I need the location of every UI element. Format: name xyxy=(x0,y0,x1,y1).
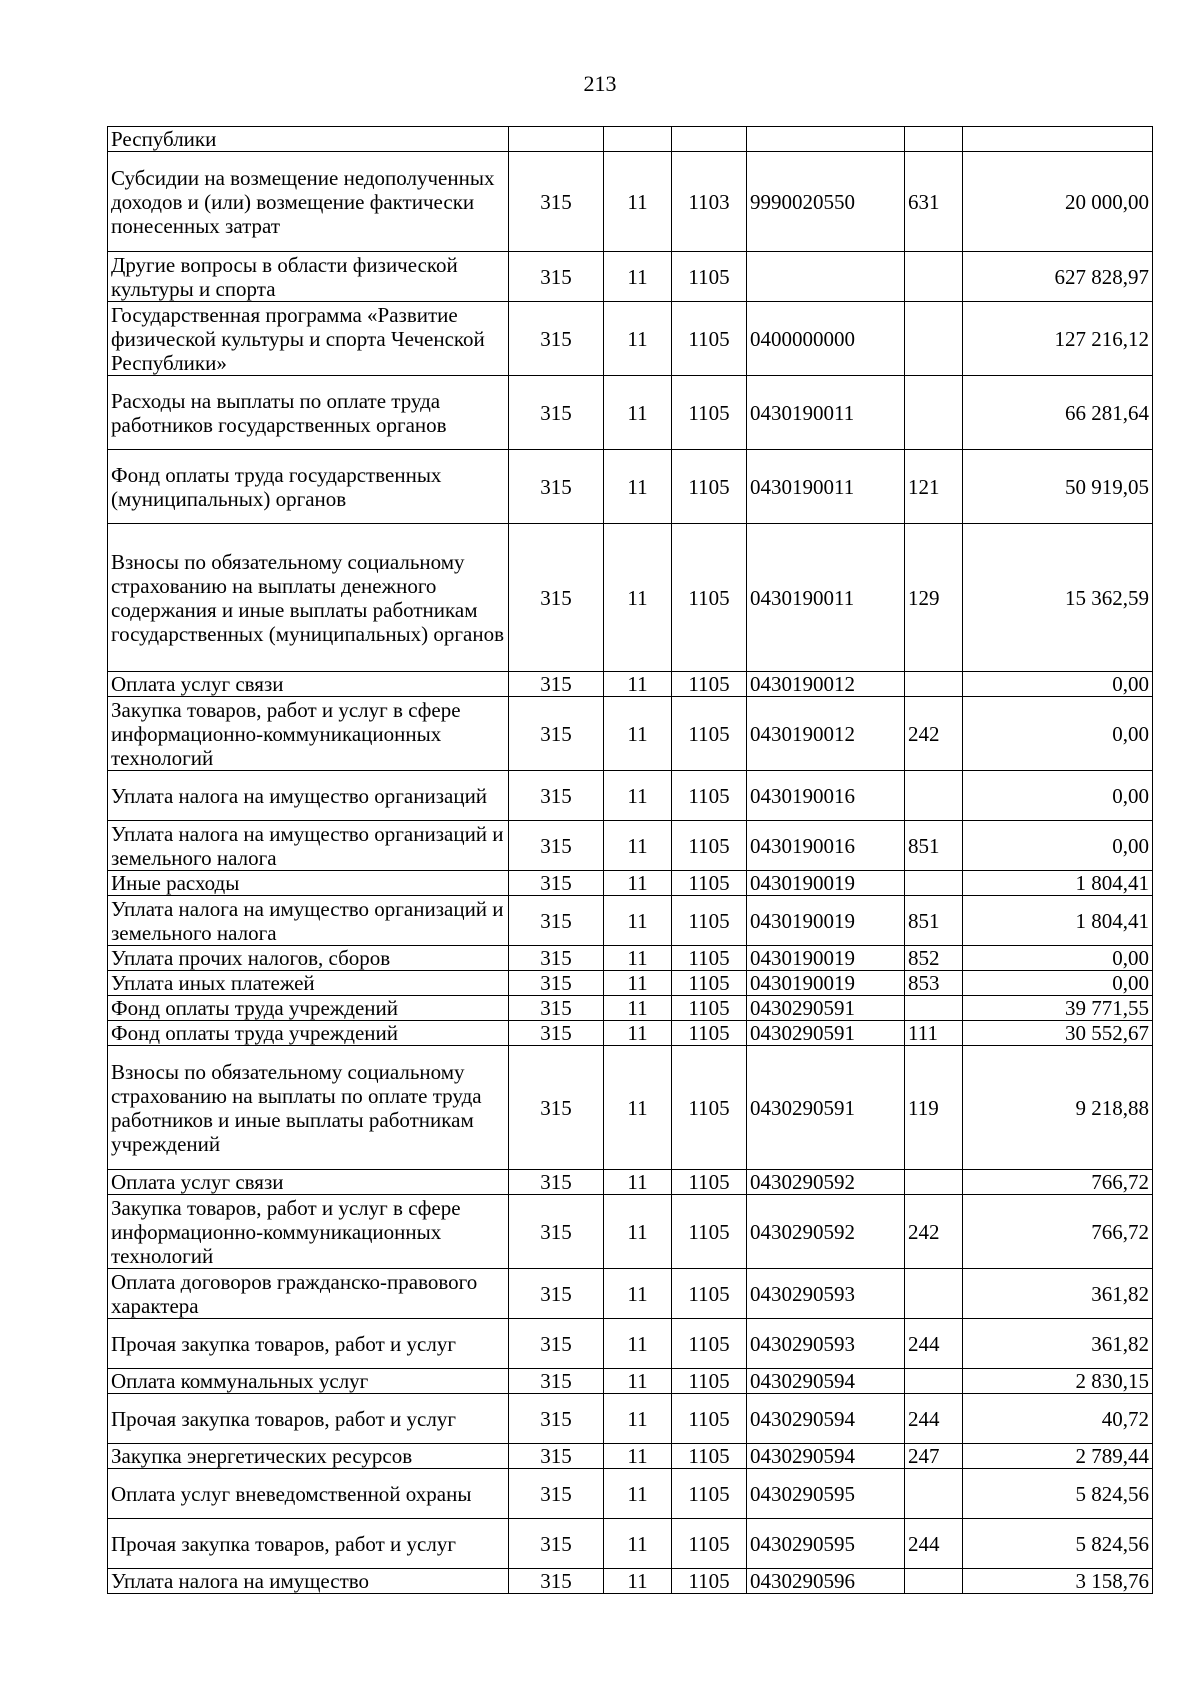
row-expense-type-cell xyxy=(905,1469,963,1519)
row-target-article-cell: 0430290596 xyxy=(747,1569,905,1594)
row-glava-cell: 315 xyxy=(509,252,604,302)
table-row xyxy=(108,1021,1153,1046)
row-glava-cell: 315 xyxy=(509,1569,604,1594)
row-amount-cell: 0,00 xyxy=(963,946,1153,971)
row-target-article-cell: 0400000000 xyxy=(747,302,905,376)
table-row xyxy=(108,1519,1153,1569)
row-name-cell: Фонд оплаты труда учреждений xyxy=(108,996,509,1021)
row-expense-type-cell: 244 xyxy=(905,1519,963,1569)
row-razdel-cell: 11 xyxy=(604,896,672,946)
row-razdel-cell: 11 xyxy=(604,1394,672,1444)
row-amount-cell: 1 804,41 xyxy=(963,896,1153,946)
row-target-article-cell: 0430190011 xyxy=(747,450,905,524)
row-glava-cell: 315 xyxy=(509,1195,604,1269)
row-podrazdel-cell: 1105 xyxy=(672,1519,747,1569)
row-podrazdel-cell: 1105 xyxy=(672,821,747,871)
table-row xyxy=(108,896,1153,946)
table-row xyxy=(108,697,1153,771)
row-razdel-cell: 11 xyxy=(604,971,672,996)
row-razdel-cell: 11 xyxy=(604,1170,672,1195)
row-target-article-cell: 0430290591 xyxy=(747,1021,905,1046)
row-name-cell: Оплата коммунальных услуг xyxy=(108,1369,509,1394)
row-amount-cell: 0,00 xyxy=(963,971,1153,996)
row-razdel-cell: 11 xyxy=(604,1195,672,1269)
row-name-cell: Взносы по обязательному социальному страхованию на выплаты денежного содержания и иные выплаты работникам государственных (муниципальных) органов xyxy=(108,524,509,672)
row-expense-type-cell: 631 xyxy=(905,152,963,252)
row-target-article-cell: 0430190016 xyxy=(747,821,905,871)
row-target-article-cell: 0430190019 xyxy=(747,946,905,971)
row-expense-type-cell xyxy=(905,376,963,450)
page-number: 213 xyxy=(583,71,617,96)
row-glava-cell: 315 xyxy=(509,152,604,252)
row-expense-type-cell: 853 xyxy=(905,971,963,996)
row-razdel-cell: 11 xyxy=(604,697,672,771)
table-row xyxy=(108,152,1153,252)
row-target-article-cell: 0430190011 xyxy=(747,524,905,672)
row-podrazdel-cell: 1105 xyxy=(672,252,747,302)
row-name-cell: Другие вопросы в области физической культуры и спорта xyxy=(108,252,509,302)
table-row xyxy=(108,672,1153,697)
row-razdel-cell: 11 xyxy=(604,946,672,971)
row-target-article-cell: 0430190012 xyxy=(747,672,905,697)
row-razdel-cell: 11 xyxy=(604,1369,672,1394)
row-razdel-cell: 11 xyxy=(604,252,672,302)
table-row xyxy=(108,1170,1153,1195)
row-name-cell: Взносы по обязательному социальному страхованию на выплаты по оплате труда работников и иные выплаты работникам учреждений xyxy=(108,1046,509,1170)
row-glava-cell: 315 xyxy=(509,1170,604,1195)
row-razdel-cell: 11 xyxy=(604,1046,672,1170)
table-row xyxy=(108,1195,1153,1269)
row-razdel-cell: 11 xyxy=(604,524,672,672)
row-razdel-cell: 11 xyxy=(604,996,672,1021)
row-name-cell: Прочая закупка товаров, работ и услуг xyxy=(108,1319,509,1369)
table-row xyxy=(108,252,1153,302)
row-amount-cell: 5 824,56 xyxy=(963,1519,1153,1569)
row-podrazdel-cell: 1105 xyxy=(672,1369,747,1394)
row-razdel-cell: 11 xyxy=(604,302,672,376)
row-glava-cell: 315 xyxy=(509,376,604,450)
row-razdel-cell: 11 xyxy=(604,672,672,697)
row-target-article-cell: 0430290594 xyxy=(747,1394,905,1444)
row-amount-cell: 3 158,76 xyxy=(963,1569,1153,1594)
row-expense-type-cell: 242 xyxy=(905,697,963,771)
row-amount-cell: 0,00 xyxy=(963,697,1153,771)
row-expense-type-cell xyxy=(905,1170,963,1195)
row-expense-type-cell: 247 xyxy=(905,1444,963,1469)
table-row xyxy=(108,1444,1153,1469)
row-glava-cell: 315 xyxy=(509,946,604,971)
row-razdel-cell: 11 xyxy=(604,821,672,871)
row-expense-type-cell: 852 xyxy=(905,946,963,971)
row-podrazdel-cell: 1105 xyxy=(672,672,747,697)
table-row xyxy=(108,771,1153,821)
row-razdel-cell: 11 xyxy=(604,871,672,896)
row-expense-type-cell xyxy=(905,1369,963,1394)
row-glava-cell: 315 xyxy=(509,1269,604,1319)
row-expense-type-cell: 129 xyxy=(905,524,963,672)
row-podrazdel-cell: 1105 xyxy=(672,1319,747,1369)
row-razdel-cell: 11 xyxy=(604,376,672,450)
row-glava-cell: 315 xyxy=(509,450,604,524)
table-row xyxy=(108,1269,1153,1319)
row-glava-cell: 315 xyxy=(509,771,604,821)
row-glava-cell: 315 xyxy=(509,1519,604,1569)
row-expense-type-cell: 244 xyxy=(905,1319,963,1369)
row-name-cell: Закупка товаров, работ и услуг в сфере информационно-коммуникационных технологий xyxy=(108,1195,509,1269)
row-amount-cell: 0,00 xyxy=(963,771,1153,821)
row-podrazdel-cell: 1105 xyxy=(672,971,747,996)
table-row xyxy=(108,1319,1153,1369)
row-name-cell: Иные расходы xyxy=(108,871,509,896)
table-row xyxy=(108,971,1153,996)
row-amount-cell: 9 218,88 xyxy=(963,1046,1153,1170)
row-glava-cell xyxy=(509,127,604,152)
row-podrazdel-cell: 1103 xyxy=(672,152,747,252)
row-glava-cell: 315 xyxy=(509,996,604,1021)
row-podrazdel-cell: 1105 xyxy=(672,1269,747,1319)
row-glava-cell: 315 xyxy=(509,821,604,871)
row-target-article-cell: 0430190016 xyxy=(747,771,905,821)
row-amount-cell: 627 828,97 xyxy=(963,252,1153,302)
row-podrazdel-cell: 1105 xyxy=(672,996,747,1021)
row-amount-cell: 766,72 xyxy=(963,1195,1153,1269)
row-razdel-cell: 11 xyxy=(604,771,672,821)
row-target-article-cell: 0430290595 xyxy=(747,1519,905,1569)
row-expense-type-cell xyxy=(905,871,963,896)
row-podrazdel-cell: 1105 xyxy=(672,1394,747,1444)
row-name-cell: Субсидии на возмещение недополученных доходов и (или) возмещение фактически понесенных затрат xyxy=(108,152,509,252)
row-name-cell: Уплата налога на имущество организаций xyxy=(108,771,509,821)
table-row xyxy=(108,871,1153,896)
row-podrazdel-cell: 1105 xyxy=(672,450,747,524)
table-row xyxy=(108,946,1153,971)
row-name-cell: Государственная программа «Развитие физической культуры и спорта Чеченской Республики» xyxy=(108,302,509,376)
row-name-cell: Расходы на выплаты по оплате труда работников государственных органов xyxy=(108,376,509,450)
row-target-article-cell: 0430290594 xyxy=(747,1444,905,1469)
table-row xyxy=(108,996,1153,1021)
row-glava-cell: 315 xyxy=(509,1469,604,1519)
row-podrazdel-cell: 1105 xyxy=(672,524,747,672)
row-glava-cell: 315 xyxy=(509,1444,604,1469)
row-name-cell: Оплата услуг связи xyxy=(108,672,509,697)
row-amount-cell: 2 789,44 xyxy=(963,1444,1153,1469)
row-razdel-cell: 11 xyxy=(604,1269,672,1319)
row-amount-cell: 0,00 xyxy=(963,672,1153,697)
row-name-cell: Оплата договоров гражданско-правового характера xyxy=(108,1269,509,1319)
row-amount-cell: 5 824,56 xyxy=(963,1469,1153,1519)
row-name-cell: Уплата иных платежей xyxy=(108,971,509,996)
row-amount-cell: 0,00 xyxy=(963,821,1153,871)
row-glava-cell: 315 xyxy=(509,1319,604,1369)
row-target-article-cell: 0430190019 xyxy=(747,896,905,946)
row-target-article-cell: 0430290593 xyxy=(747,1319,905,1369)
row-amount-cell: 15 362,59 xyxy=(963,524,1153,672)
row-podrazdel-cell: 1105 xyxy=(672,1569,747,1594)
table-row xyxy=(108,302,1153,376)
row-target-article-cell: 0430290595 xyxy=(747,1469,905,1519)
row-target-article-cell: 0430190019 xyxy=(747,971,905,996)
table-row xyxy=(108,1394,1153,1444)
row-podrazdel-cell: 1105 xyxy=(672,1170,747,1195)
row-glava-cell: 315 xyxy=(509,1394,604,1444)
table-body xyxy=(108,127,1153,1594)
row-expense-type-cell xyxy=(905,1269,963,1319)
row-podrazdel-cell: 1105 xyxy=(672,1195,747,1269)
row-podrazdel-cell xyxy=(672,127,747,152)
row-amount-cell: 66 281,64 xyxy=(963,376,1153,450)
row-name-cell: Уплата налога на имущество организаций и земельного налога xyxy=(108,821,509,871)
row-name-cell: Закупка энергетических ресурсов xyxy=(108,1444,509,1469)
row-target-article-cell: 0430290591 xyxy=(747,1046,905,1170)
row-razdel-cell: 11 xyxy=(604,1569,672,1594)
row-glava-cell: 315 xyxy=(509,672,604,697)
row-expense-type-cell xyxy=(905,996,963,1021)
row-expense-type-cell: 851 xyxy=(905,896,963,946)
row-razdel-cell: 11 xyxy=(604,1444,672,1469)
row-target-article-cell xyxy=(747,252,905,302)
row-amount-cell: 766,72 xyxy=(963,1170,1153,1195)
row-amount-cell: 127 216,12 xyxy=(963,302,1153,376)
row-amount-cell: 30 552,67 xyxy=(963,1021,1153,1046)
row-target-article-cell: 0430290594 xyxy=(747,1369,905,1394)
row-expense-type-cell xyxy=(905,1569,963,1594)
row-podrazdel-cell: 1105 xyxy=(672,697,747,771)
row-glava-cell: 315 xyxy=(509,896,604,946)
row-amount-cell: 20 000,00 xyxy=(963,152,1153,252)
row-target-article-cell: 0430190019 xyxy=(747,871,905,896)
row-expense-type-cell: 119 xyxy=(905,1046,963,1170)
row-amount-cell: 39 771,55 xyxy=(963,996,1153,1021)
row-razdel-cell: 11 xyxy=(604,1319,672,1369)
row-podrazdel-cell: 1105 xyxy=(672,302,747,376)
row-target-article-cell: 0430290591 xyxy=(747,996,905,1021)
row-expense-type-cell xyxy=(905,252,963,302)
row-name-cell: Уплата прочих налогов, сборов xyxy=(108,946,509,971)
row-target-article-cell: 0430290592 xyxy=(747,1195,905,1269)
row-expense-type-cell: 851 xyxy=(905,821,963,871)
row-target-article-cell: 0430290593 xyxy=(747,1269,905,1319)
row-name-cell: Оплата услуг вневедомственной охраны xyxy=(108,1469,509,1519)
row-razdel-cell: 11 xyxy=(604,1519,672,1569)
row-podrazdel-cell: 1105 xyxy=(672,871,747,896)
table-row xyxy=(108,524,1153,672)
row-razdel-cell: 11 xyxy=(604,152,672,252)
table-row xyxy=(108,1469,1153,1519)
row-target-article-cell: 0430190011 xyxy=(747,376,905,450)
row-razdel-cell: 11 xyxy=(604,1021,672,1046)
row-target-article-cell: 0430290592 xyxy=(747,1170,905,1195)
row-podrazdel-cell: 1105 xyxy=(672,771,747,821)
row-amount-cell xyxy=(963,127,1153,152)
row-expense-type-cell xyxy=(905,302,963,376)
row-name-cell: Оплата услуг связи xyxy=(108,1170,509,1195)
row-expense-type-cell xyxy=(905,672,963,697)
row-glava-cell: 315 xyxy=(509,1046,604,1170)
row-glava-cell: 315 xyxy=(509,971,604,996)
table-row xyxy=(108,1369,1153,1394)
row-expense-type-cell: 121 xyxy=(905,450,963,524)
row-name-cell: Уплата налога на имущество организаций и земельного налога xyxy=(108,896,509,946)
table-row xyxy=(108,127,1153,152)
row-target-article-cell: 0430190012 xyxy=(747,697,905,771)
row-amount-cell: 50 919,05 xyxy=(963,450,1153,524)
row-glava-cell: 315 xyxy=(509,1369,604,1394)
table-row xyxy=(108,821,1153,871)
row-amount-cell: 40,72 xyxy=(963,1394,1153,1444)
row-glava-cell: 315 xyxy=(509,302,604,376)
row-podrazdel-cell: 1105 xyxy=(672,376,747,450)
row-podrazdel-cell: 1105 xyxy=(672,1021,747,1046)
row-name-cell: Прочая закупка товаров, работ и услуг xyxy=(108,1519,509,1569)
row-name-cell: Фонд оплаты труда учреждений xyxy=(108,1021,509,1046)
row-name-cell: Прочая закупка товаров, работ и услуг xyxy=(108,1394,509,1444)
row-podrazdel-cell: 1105 xyxy=(672,946,747,971)
row-target-article-cell: 9990020550 xyxy=(747,152,905,252)
row-glava-cell: 315 xyxy=(509,524,604,672)
row-podrazdel-cell: 1105 xyxy=(672,1046,747,1170)
row-razdel-cell xyxy=(604,127,672,152)
row-amount-cell: 361,82 xyxy=(963,1319,1153,1369)
row-glava-cell: 315 xyxy=(509,1021,604,1046)
row-target-article-cell xyxy=(747,127,905,152)
table-row xyxy=(108,1046,1153,1170)
row-name-cell: Республики xyxy=(108,127,509,152)
row-name-cell: Фонд оплаты труда государственных (муниципальных) органов xyxy=(108,450,509,524)
row-glava-cell: 315 xyxy=(509,697,604,771)
row-glava-cell: 315 xyxy=(509,871,604,896)
row-name-cell: Закупка товаров, работ и услуг в сфере информационно-коммуникационных технологий xyxy=(108,697,509,771)
row-expense-type-cell xyxy=(905,771,963,821)
row-amount-cell: 1 804,41 xyxy=(963,871,1153,896)
table-row xyxy=(108,376,1153,450)
row-podrazdel-cell: 1105 xyxy=(672,1444,747,1469)
row-expense-type-cell xyxy=(905,127,963,152)
row-name-cell: Уплата налога на имущество xyxy=(108,1569,509,1594)
budget-table xyxy=(107,126,1153,1594)
table-row xyxy=(108,450,1153,524)
row-amount-cell: 2 830,15 xyxy=(963,1369,1153,1394)
row-expense-type-cell: 242 xyxy=(905,1195,963,1269)
row-expense-type-cell: 244 xyxy=(905,1394,963,1444)
row-podrazdel-cell: 1105 xyxy=(672,1469,747,1519)
table-row xyxy=(108,1569,1153,1594)
row-expense-type-cell: 111 xyxy=(905,1021,963,1046)
row-razdel-cell: 11 xyxy=(604,1469,672,1519)
row-razdel-cell: 11 xyxy=(604,450,672,524)
row-podrazdel-cell: 1105 xyxy=(672,896,747,946)
row-amount-cell: 361,82 xyxy=(963,1269,1153,1319)
